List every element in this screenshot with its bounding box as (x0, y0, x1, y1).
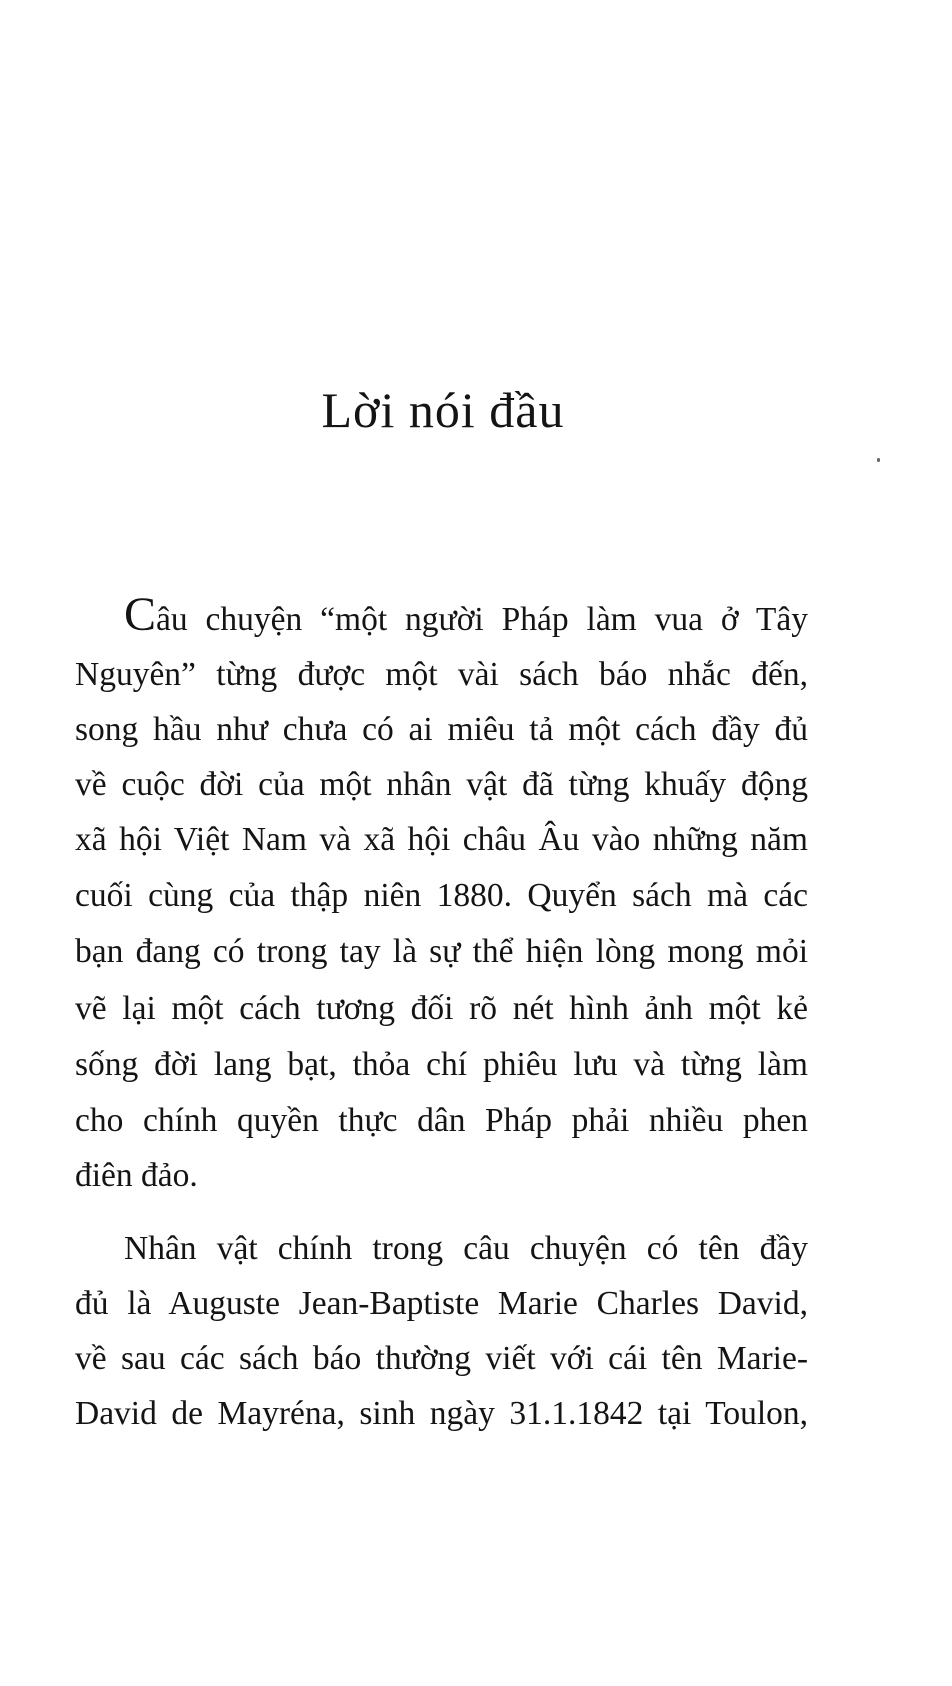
text-line: xã hội Việt Nam và xã hội châu Âu vào những năm (75, 821, 808, 858)
text-line: điên đảo. (75, 1157, 198, 1194)
text-line: sống đời lang bạt, thỏa chí phiêu lưu và từng làm (75, 1046, 808, 1083)
text-line-content: âu chuyện “một người Pháp làm vua ở Tây (156, 601, 808, 638)
text-line: về cuộc đời của một nhân vật đã từng khuấy động (75, 766, 808, 803)
text-line: Nguyên” từng được một vài sách báo nhắc đến, (75, 656, 808, 693)
text-line: bạn đang có trong tay là sự thể hiện lòng mong mỏi (75, 933, 808, 970)
text-line: cuối cùng của thập niên 1880. Quyển sách mà các (75, 877, 808, 914)
text-line: đủ là Auguste Jean-Baptiste Marie Charles David, (75, 1285, 808, 1322)
text-line: cho chính quyền thực dân Pháp phải nhiều phen (75, 1102, 808, 1139)
drop-cap: C (124, 588, 157, 641)
text-line: David de Mayréna, sinh ngày 31.1.1842 tại Toulon, (75, 1395, 808, 1432)
scan-speck (877, 458, 880, 462)
text-line: song hầu như chưa có ai miêu tả một cách đầy đủ (75, 711, 808, 748)
text-line: về sau các sách báo thường viết với cái tên Marie- (75, 1340, 808, 1377)
text-line (124, 588, 808, 647)
text-line: Nhân vật chính trong câu chuyện có tên đầy (124, 1230, 808, 1267)
text-line: vẽ lại một cách tương đối rõ nét hình ảnh một kẻ (75, 990, 808, 1027)
chapter-title: Lời nói đầu (321, 382, 565, 438)
